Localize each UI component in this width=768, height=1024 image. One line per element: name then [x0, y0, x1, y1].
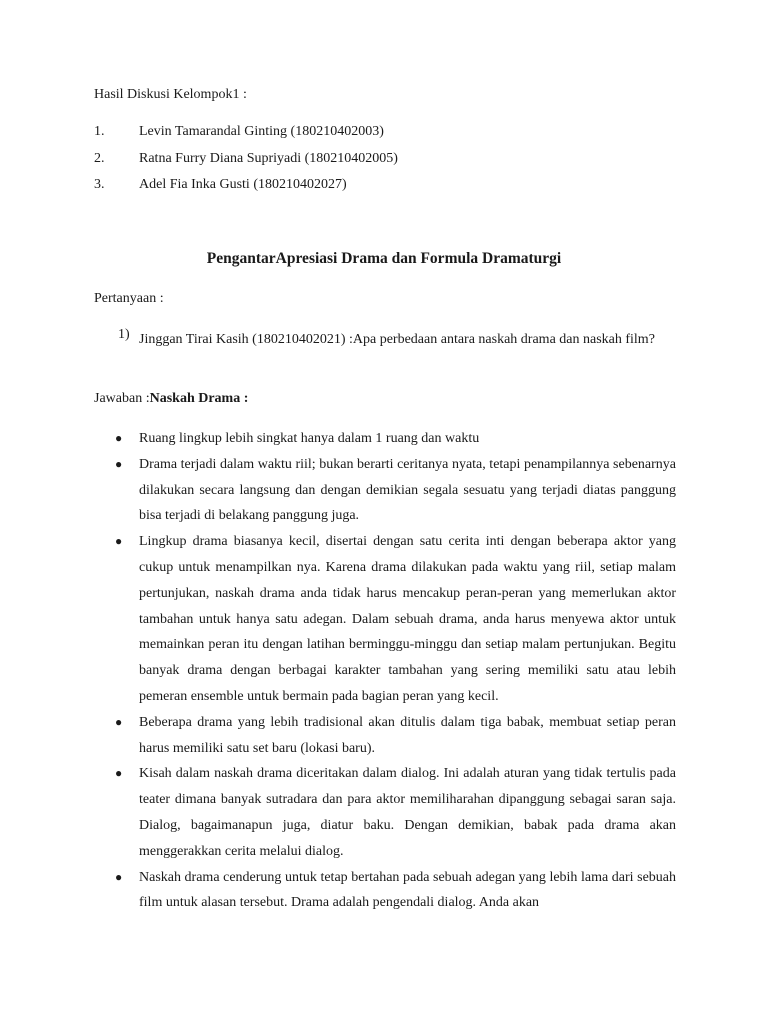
answer-heading: Naskah Drama : — [149, 391, 249, 406]
member-name: Ratna Furry Diana Supriyadi (180210402005) — [139, 150, 398, 166]
bullet-text: Naskah drama cenderung untuk tetap bertahan pada sebuah adegan yang lebih lama dari sebuah film untuk alasan tersebut. Drama adalah pengendali dialog. Anda akan — [139, 869, 676, 911]
bullet-text: Beberapa drama yang lebih tradisional akan ditulis dalam tiga babak, membuat setiap peran harus memiliki satu set baru (lokasi baru). — [139, 714, 676, 756]
member-item — [94, 122, 398, 149]
bullet-icon: ● — [115, 766, 123, 781]
question-text: Jinggan Tirai Kasih (180210402021) :Apa perbedaan antara naskah drama dan naskah film? — [139, 332, 655, 347]
member-item — [94, 149, 398, 176]
bullet-text: Ruang lingkup lebih singkat hanya dalam 1 ruang dan waktu — [139, 431, 480, 446]
bullet-item — [94, 426, 676, 452]
member-item — [94, 175, 398, 202]
bullet-item — [94, 452, 676, 529]
bullet-icon: ● — [115, 714, 123, 729]
discussion-heading: Hasil Diskusi Kelompok1 : — [94, 87, 247, 102]
member-number: 2. — [94, 150, 105, 166]
member-number: 3. — [94, 177, 105, 192]
bullet-icon: ● — [115, 534, 123, 549]
bullet-item — [94, 761, 676, 864]
bullet-text: Lingkup drama biasanya kecil, disertai dengan satu cerita inti dengan beberapa aktor yang cukup untuk menampilkan nya. Karena drama dilakukan pada waktu yang riil, setiap malam pertunjukan, naskah drama anda tidak harus mencakup peran-peran yang memerlukan aktor tambahan untuk hanya satu adegan. Dalam sebuah drama, anda harus menyewa aktor untuk memainkan peran itu dengan latihan berminggu-minggu dan setiap malam pertunjukan. Begitu banyak drama dengan berbagai karakter tambahan yang sering memiliki satu atau lebih pemeran ensemble untuk bermain pada bagian peran yang kecil. — [139, 534, 676, 704]
question-item — [94, 327, 676, 353]
answer-prefix: Jawaban : — [94, 391, 150, 406]
bullet-text: Drama terjadi dalam waktu riil; bukan berarti ceritanya nyata, tetapi penampilannya sebenarnya dilakukan secara langsung dan dengan demikian segala sesuatu yang terjadi diatas panggung bisa terjadi di belakang panggung juga. — [139, 456, 676, 524]
member-name: Adel Fia Inka Gusti (180210402027) — [139, 177, 347, 192]
questions-label: Pertanyaan : — [94, 291, 164, 306]
bullet-icon: ● — [115, 431, 123, 445]
bullet-item — [94, 529, 676, 710]
answer-bullet-list — [94, 426, 676, 916]
bullet-item — [94, 710, 676, 762]
bullet-text: Kisah dalam naskah drama diceritakan dalam dialog. Ini adalah aturan yang tidak tertulis pada teater dimana banyak sutradara dan para aktor memiliharahan dipanggung sebagai saran saja. Dialog, bagaimanapun juga, diatur baku. Dengan demikian, babak pada drama akan menggerakkan cerita melalui dialog. — [139, 766, 676, 859]
member-list — [94, 122, 398, 202]
member-name: Levin Tamarandal Ginting (180210402003) — [139, 124, 384, 139]
bullet-item — [94, 865, 676, 917]
document-title: PengantarApresiasi Drama dan Formula Dramaturgi — [206, 250, 562, 267]
bullet-icon: ● — [115, 456, 123, 471]
bullet-icon: ● — [115, 869, 123, 884]
member-number: 1. — [94, 124, 105, 139]
answer-label — [94, 391, 248, 407]
question-number: 1) — [118, 327, 130, 342]
